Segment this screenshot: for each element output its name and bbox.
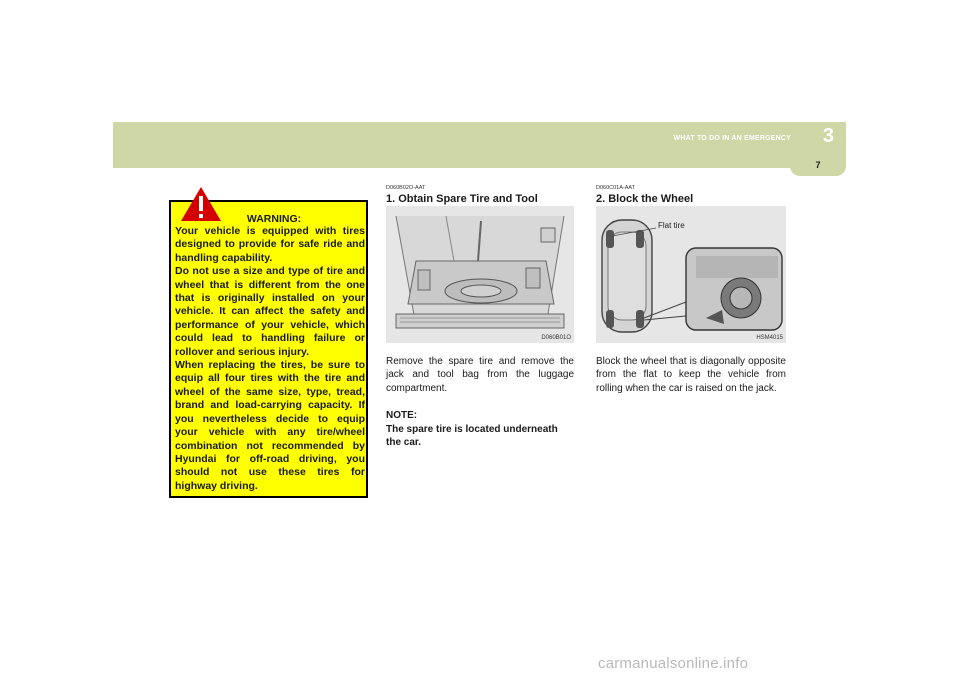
warning-text xyxy=(175,225,365,493)
watermark: carmanualsonline.info xyxy=(598,655,749,672)
warning-title: WARNING: xyxy=(246,213,302,225)
warning-line: Do not use a size and type of tire and wheel that is different from the one that is originally installed on your vehicle. It can affect the safety and performance of your vehicle, which could lead to handling failure or rollover and serious injury. xyxy=(175,265,365,358)
section1-note-text: The spare tire is located underneath the car. xyxy=(386,424,558,449)
section1-note-title: NOTE: xyxy=(386,410,418,421)
warning-box xyxy=(169,200,368,498)
chapter-label: WHAT TO DO IN AN EMERGENCY xyxy=(673,135,791,142)
page-number: 7 xyxy=(815,160,821,170)
page-number-tab xyxy=(790,156,846,176)
flat-tire-callout: Flat tire xyxy=(658,221,685,230)
section1-figure-code: D060B01O xyxy=(541,335,571,341)
luggage-compartment-illustration xyxy=(386,206,574,343)
block-wheel-figure xyxy=(596,206,786,343)
chapter-number: 3 xyxy=(822,125,834,147)
section1-title: 1. Obtain Spare Tire and Tool xyxy=(386,193,538,205)
section2-figure-code: HSM4015 xyxy=(756,335,783,341)
block-wheel-illustration xyxy=(596,206,786,343)
section1-body: Remove the spare tire and remove the jack and tool bag from the luggage compartment. xyxy=(386,356,574,394)
warning-line: When replacing the tires, be sure to equip all four tires with the tire and wheel of the same size, type, tread, brand and load-carrying capacity. If you nevertheless decide to equip your vehicle with any tire/wheel combination not recommended by Hyundai for off-road driving, you should not use these tires for highway driving. xyxy=(175,359,365,492)
section2-body: Block the wheel that is diagonally opposite from the flat to keep the vehicle from rolling when the car is raised on the jack. xyxy=(596,356,786,394)
section2-title: 2. Block the Wheel xyxy=(596,193,694,205)
section1-code: D060B02O-AAT xyxy=(386,185,426,191)
section2-code: D060C01A-AAT xyxy=(596,185,636,191)
luggage-compartment-figure xyxy=(386,206,574,343)
chapter-header-band xyxy=(113,122,846,168)
warning-triangle-icon xyxy=(180,186,222,222)
warning-line: Your vehicle is equipped with tires designed to provide for safe ride and handling capability. xyxy=(175,225,365,264)
